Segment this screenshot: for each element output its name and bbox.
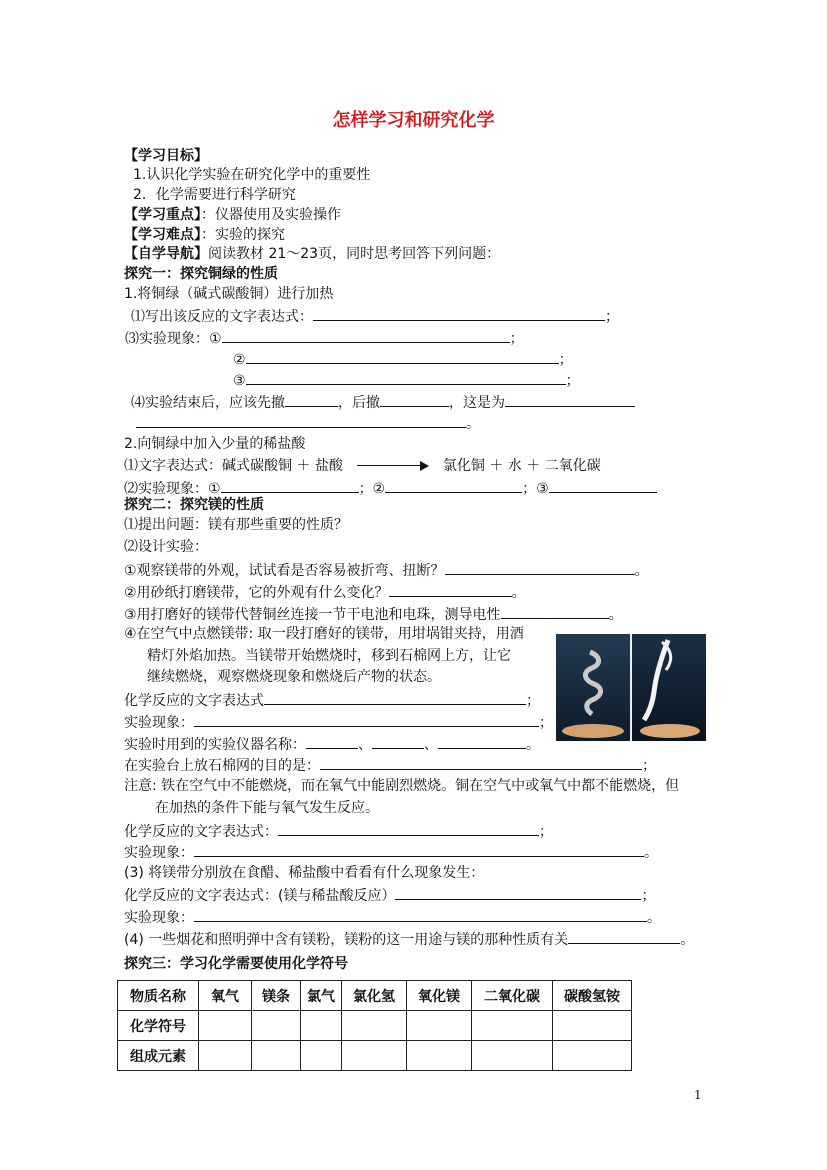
separator: 、 — [358, 737, 372, 753]
goal-2: 2．化学需要进行科学研究 — [133, 187, 296, 203]
s2-l19 — [124, 907, 661, 927]
equation-reactants: ⑴文字表达式：碱式碳酸铜 ＋ 盐酸 — [124, 458, 343, 474]
s1-q4a: ⑷实验结束后，应该先撤 — [131, 395, 285, 411]
goals-label: 【学习目标】 — [124, 148, 208, 164]
s2-l13: 注意: 铁在空气中不能燃烧，而在氧气中能剧烈燃烧。铜在空气中或氧气中都不能燃烧，但 — [124, 778, 680, 794]
obs-c: ；③ — [522, 481, 549, 497]
s2-l10 — [124, 712, 553, 732]
s2-l14: 在加热的条件下能与氧气发生反应。 — [155, 800, 379, 816]
s2-l6: ④在空气中点燃镁带: 取一段打磨好的镁带，用坩埚钳夹持，用酒 — [124, 626, 524, 642]
period: 。 — [647, 910, 661, 926]
answer-blank[interactable] — [385, 478, 522, 493]
asbestos-gauze-left — [562, 724, 624, 738]
s2-l5 — [124, 604, 623, 624]
goal-1: 1.认识化学实验在研究化学中的重要性 — [133, 167, 371, 183]
answer-blank[interactable] — [389, 582, 512, 597]
answer-blank[interactable] — [320, 755, 642, 770]
s2-l3 — [124, 560, 649, 580]
s2-l11-text: 实验时用到的实验仪器名称： — [124, 737, 306, 753]
answer-blank[interactable] — [194, 907, 647, 922]
focus-text: ：仪器使用及实验操作 — [201, 207, 341, 223]
answer-blank[interactable] — [549, 478, 657, 493]
answer-blank[interactable] — [438, 734, 526, 749]
table-cell[interactable] — [252, 1041, 301, 1071]
table-cell[interactable] — [342, 1041, 407, 1071]
separator: 、 — [424, 737, 438, 753]
s2-l9-text: 化学反应的文字表达式 — [124, 693, 264, 709]
difficulty-line — [124, 226, 285, 244]
answer-blank[interactable] — [246, 349, 559, 364]
row-label: 化学符号 — [118, 1011, 199, 1041]
obs-b: ；② — [358, 481, 386, 497]
period: 。 — [466, 416, 480, 432]
s2-l1: ⑴提出问题：镁有那些重要的性质？ — [124, 517, 348, 533]
semicolon: ； — [526, 693, 540, 709]
semicolon: ； — [642, 758, 656, 774]
s1-observation — [124, 478, 657, 498]
answer-blank[interactable] — [306, 734, 358, 749]
s2-l16-text: 实验现象： — [124, 845, 194, 861]
period: 。 — [608, 607, 623, 623]
s1-p1: 1.将铜绿（碱式碳酸铜）进行加热 — [124, 286, 334, 302]
section-1-heading: 探究一：探究铜绿的性质 — [124, 266, 278, 282]
header-cell: 物质名称 — [118, 981, 199, 1011]
chemical-symbol-table — [117, 980, 632, 1071]
guide-text: 阅读教材 21～23页，同时思考回答下列问题： — [208, 246, 501, 262]
guide-label: 【自学导航】 — [124, 246, 208, 262]
table-cell[interactable] — [407, 1011, 472, 1041]
s2-l20-text: (4) 一些烟花和照明弹中含有镁粉，镁粉的这一用途与镁的那种性质有关 — [124, 932, 569, 948]
answer-blank[interactable] — [395, 885, 641, 900]
magnesium-burning-photo — [556, 634, 706, 741]
guide-line — [124, 245, 500, 263]
s2-l20 — [124, 929, 694, 949]
answer-blank[interactable] — [278, 821, 539, 836]
s2-l5-text: ③用打磨好的镁带代替铜丝连接一节干电池和电珠，测导电性 — [124, 607, 501, 623]
difficulty-text: ：实验的探究 — [201, 227, 285, 243]
table-cell[interactable] — [301, 1011, 342, 1041]
s2-l3-text: ①观察镁带的外观，试试看是否容易被折弯、扭断？ — [124, 563, 445, 579]
s2-l11 — [124, 734, 540, 754]
answer-blank[interactable] — [194, 712, 539, 727]
s2-l4-text: ②用砂纸打磨镁带，它的外观有什么变化？ — [124, 585, 389, 601]
header-cell: 氯化氢 — [342, 981, 407, 1011]
header-cell: 碳酸氢铵 — [553, 981, 632, 1011]
answer-blank[interactable] — [285, 392, 338, 407]
equation-products: 氯化铜 ＋ 水 ＋ 二氧化碳 — [442, 458, 601, 474]
answer-blank[interactable] — [221, 478, 359, 493]
period: 。 — [526, 737, 540, 753]
semicolon: ； — [605, 309, 619, 325]
table-cell[interactable] — [252, 1011, 301, 1041]
table-cell[interactable] — [472, 1011, 553, 1041]
answer-blank[interactable] — [505, 392, 635, 407]
semicolon: ； — [558, 352, 573, 368]
s2-l10-text: 实验现象： — [124, 715, 194, 731]
table-row — [118, 1041, 632, 1071]
s2-l15-text: 化学反应的文字表达式： — [124, 824, 278, 840]
period: 。 — [680, 932, 695, 948]
s2-l9 — [124, 690, 540, 710]
s1-equation — [124, 457, 601, 475]
page-number: 1 — [694, 1088, 702, 1102]
row-label: 组成元素 — [118, 1041, 199, 1071]
s1-q1 — [131, 306, 619, 326]
period: 。 — [634, 563, 649, 579]
page-title: 怎样学习和研究化学 — [332, 110, 495, 131]
table-cell[interactable] — [472, 1041, 553, 1071]
answer-blank[interactable] — [246, 370, 566, 385]
header-cell: 氯气 — [301, 981, 342, 1011]
s1-q4 — [131, 392, 635, 412]
s1-q4c: ，这是为 — [449, 395, 505, 411]
asbestos-gauze-right — [640, 724, 700, 738]
answer-blank[interactable] — [222, 328, 510, 343]
s1-q1-text: ⑴写出该反应的文字表达式： — [131, 309, 313, 325]
s2-l15 — [124, 821, 553, 841]
s1-c2-label: ② — [233, 352, 246, 368]
s2-l12-text: 在实验台上放石棉网的目的是： — [124, 758, 320, 774]
s1-p2: 2.向铜绿中加入少量的稀盐酸 — [124, 436, 306, 452]
s2-l18-text: 化学反应的文字表达式：(镁与稀盐酸反应） — [124, 888, 396, 904]
s2-l7: 精灯外焰加热。当镁带开始燃烧时，移到石棉网上方，让它 — [147, 648, 511, 664]
obs-a: ⑵实验现象：① — [124, 481, 221, 497]
header-cell: 氧化镁 — [407, 981, 472, 1011]
table-cell[interactable] — [199, 1041, 252, 1071]
s2-l2: ⑵设计实验： — [124, 539, 208, 555]
s2-l17: (3) 将镁带分别放在食醋、稀盐酸中看看有什么现象发生： — [124, 865, 485, 881]
section-3-heading: 探究三：学习化学需要使用化学符号 — [124, 956, 348, 972]
s2-l8: 继续燃烧，观察燃烧现象和燃烧后产物的状态。 — [147, 669, 441, 685]
section-2-heading: 探究二：探究镁的性质 — [124, 497, 264, 513]
s1-q4b: ，后撤 — [338, 395, 380, 411]
focus-label: 【学习重点】 — [124, 207, 201, 223]
answer-blank[interactable] — [264, 690, 526, 705]
s1-q4-cont — [136, 413, 480, 433]
table-header-row — [118, 981, 632, 1011]
s1-q3-text: ⑶实验现象：① — [125, 331, 222, 347]
answer-blank[interactable] — [194, 842, 644, 857]
table-cell[interactable] — [553, 1041, 632, 1071]
reaction-arrow-icon — [357, 461, 429, 471]
s2-l12 — [124, 755, 656, 775]
s2-l4 — [124, 582, 526, 602]
header-cell: 氧气 — [199, 981, 252, 1011]
table-cell[interactable] — [199, 1011, 252, 1041]
semicolon: ； — [641, 888, 656, 904]
s2-l19-text: 实验现象： — [124, 910, 194, 926]
table-cell[interactable] — [342, 1011, 407, 1041]
semicolon: ； — [565, 373, 580, 389]
answer-blank[interactable] — [568, 929, 680, 944]
s1-c2 — [233, 349, 573, 369]
difficulty-label: 【学习难点】 — [124, 227, 201, 243]
period: 。 — [644, 845, 658, 861]
period: 。 — [511, 585, 526, 601]
table-row — [118, 1011, 632, 1041]
answer-blank[interactable] — [313, 306, 605, 321]
header-cell: 镁条 — [252, 981, 301, 1011]
table-cell[interactable] — [553, 1011, 632, 1041]
semicolon: ； — [509, 331, 524, 347]
semicolon: ； — [539, 824, 553, 840]
focus-line — [124, 206, 341, 224]
s1-c3-label: ③ — [233, 373, 246, 389]
s2-l18 — [124, 885, 655, 905]
semicolon: ； — [539, 715, 553, 731]
answer-blank[interactable] — [501, 604, 609, 619]
answer-blank[interactable] — [380, 392, 449, 407]
table-cell[interactable] — [407, 1041, 472, 1071]
s1-q3 — [125, 328, 524, 348]
answer-blank[interactable] — [445, 560, 635, 575]
table-cell[interactable] — [301, 1041, 342, 1071]
s2-l16 — [124, 842, 658, 862]
header-cell: 二氧化碳 — [472, 981, 553, 1011]
answer-blank[interactable] — [136, 413, 466, 428]
s1-c3 — [233, 370, 580, 390]
answer-blank[interactable] — [372, 734, 424, 749]
